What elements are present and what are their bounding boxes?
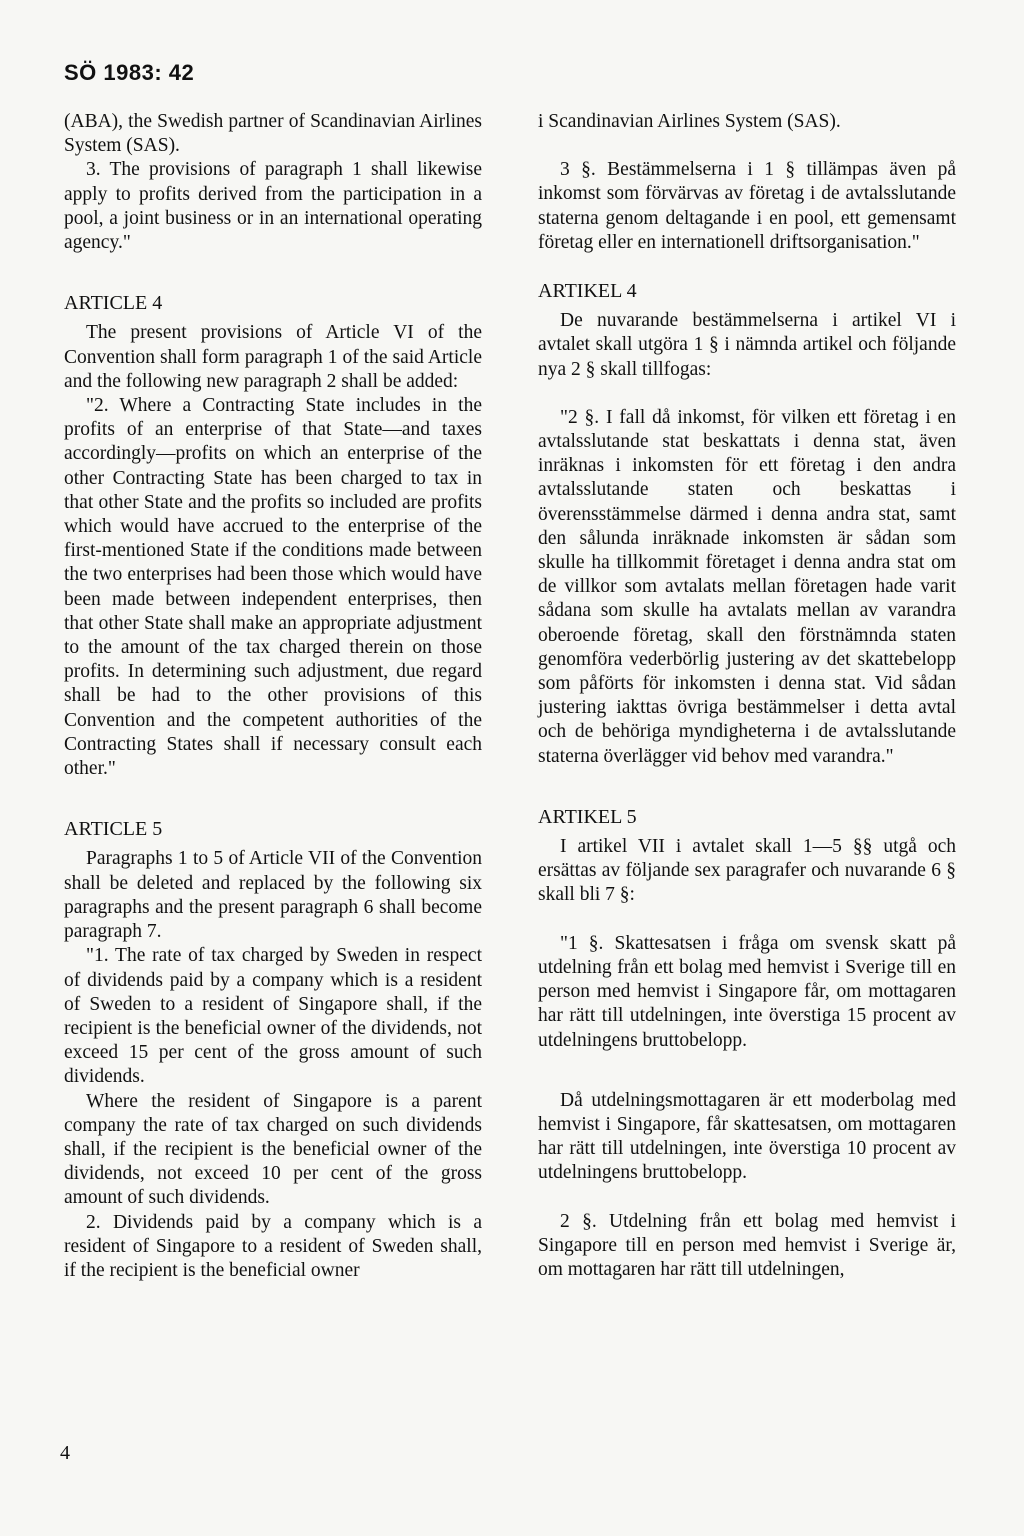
page-number: 4 — [60, 1442, 70, 1464]
page-header: SÖ 1983: 42 — [64, 60, 195, 85]
en-paragraph-6: "1. The rate of tax charged by Sweden in respect of dividends paid by a company which is a resident of Sweden to a resident of Singapore shall, if the recipient is the beneficial owner of the dividends, not exceed 15 per cent of the gross amount of such dividends. — [64, 945, 482, 1088]
en-paragraph-1: (ABA), the Swedish partner of Scandinavian Airlines System (SAS). — [64, 111, 482, 157]
en-paragraph-4: "2. Where a Contracting State includes in the profits of an enterprise of that State—and taxes accordingly—profits on which an enterprise of the other Contracting State has been charged to tax in that other State and the profits so included are profits which would have accrued to the enterprise of the first-mentioned State if the conditions made between the two enterprises had been those which would have been made between independent enterprises, then that other State shall make an appropriate adjustment to the amount of the tax charged therein on those profits. In determining such adjustment, due regard shall be had to the other provisions of this Convention and the competent authorities of the Contracting States shall if necessary consult each other." — [64, 395, 482, 780]
sv-paragraph-5: I artikel VII i avtalet skall 1—5 §§ utgå och ersättas av följande sex paragrafer och nuvarande 6 § skall bli 7 §: — [538, 836, 956, 906]
en-paragraph-8: 2. Dividends paid by a company which is a resident of Singapore to a resident of Sweden shall, if the recipient is the beneficial owner — [64, 1211, 482, 1281]
sv-paragraph-4: "2 §. I fall då inkomst, för vilken ett företag i en avtalsslutande stat beskattats i denna stat, även inräknas i inkomsten för ett företag i den andra avtalsslutande staten och beskattas i överensstämmelse därmed i denna andra stat, samt den sålunda inräknade inkomsten är sådan som skulle ha tillkommit företaget i denna andra stat om de villkor som avtalats mellan företagen hade varit sådana som skulle ha avtalats mellan av varandra oberoende företag, skall den förstnämnda staten genomföra vederbörlig justering av det skattebelopp som påförts för inkomsten i denna stat. Vid sådan justering iakttas övriga bestämmelser i detta avtal och de behöriga myndigheterna i de avtalsslutande staterna överlägger vid behov med varandra." — [538, 406, 956, 767]
en-article-4-heading: ARTICLE 4 — [64, 292, 163, 315]
sv-paragraph-7: Då utdelningsmottagaren är ett moderbolag med hemvist i Singapore, får skattesatsen, om mottagaren har rätt till utdelningen, inte överstiga 10 procent av utdelningens bruttobelopp. — [538, 1089, 956, 1184]
en-paragraph-3: The present provisions of Article VI of the Convention shall form paragraph 1 of the said Article and the following new paragraph 2 shall be added: — [64, 322, 482, 392]
sv-paragraph-3: De nuvarande bestämmelserna i artikel VI i avtalet skall utgöra 1 § i nämnda artikel och följande nya 2 § skall tillfogas: — [538, 310, 956, 380]
en-paragraph-5: Paragraphs 1 to 5 of Article VII of the Convention shall be deleted and replaced by the following six paragraphs and the present paragraph 6 shall become paragraph 7. — [64, 848, 482, 943]
sv-paragraph-1: i Scandinavian Airlines System (SAS). — [538, 111, 841, 132]
english-column — [64, 110, 482, 1283]
swedish-column — [538, 110, 956, 1282]
sv-paragraph-2: 3 §. Bestämmelserna i 1 § tillämpas även på inkomst som förvärvas av företag i de avtalsslutande staterna genom deltagande i en pool, ett gemensamt företag eller en internationell driftsorganisation." — [538, 159, 956, 253]
sv-artikel-5-heading: ARTIKEL 5 — [538, 805, 637, 828]
en-paragraph-7: Where the resident of Singapore is a parent company the rate of tax charged on such dividends shall, if the recipient is the beneficial owner of the dividends, not exceed 10 per cent of the gross amount of such dividends. — [64, 1090, 482, 1209]
en-article-5-heading: ARTICLE 5 — [64, 818, 163, 841]
sv-paragraph-6: "1 §. Skattesatsen i fråga om svensk skatt på utdelning från ett bolag med hemvist i Sverige till en person med hemvist i Singapore får, om mottagaren har rätt till utdelningen, inte överstiga 15 procent av utdelningens bruttobelopp. — [538, 932, 956, 1051]
sv-artikel-4-heading: ARTIKEL 4 — [538, 280, 637, 303]
sv-paragraph-8: 2 §. Utdelning från ett bolag med hemvist i Singapore till en person med hemvist i Sverige är, om mottagaren har rätt till utdelningen, — [538, 1210, 956, 1280]
en-paragraph-2: 3. The provisions of paragraph 1 shall likewise apply to profits derived from the participation in a pool, a joint business or in an international operating agency." — [64, 159, 482, 254]
